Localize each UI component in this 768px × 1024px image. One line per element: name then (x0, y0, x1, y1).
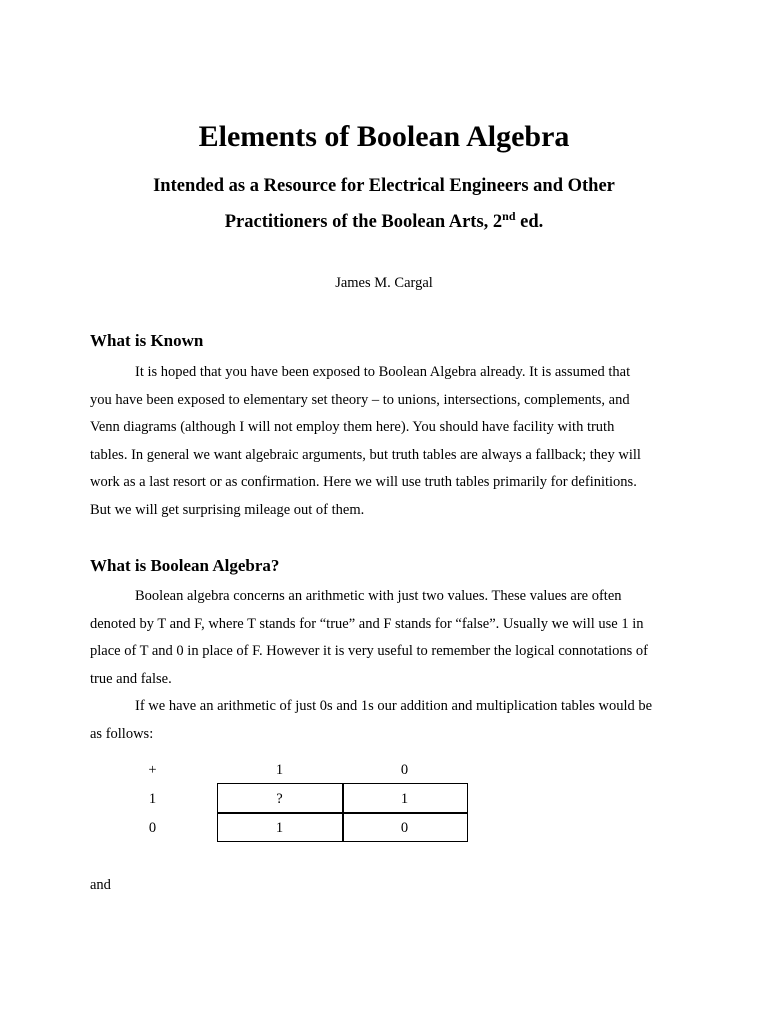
table-cell: 0 (400, 820, 409, 836)
paragraph-line: true and false. (90, 670, 172, 687)
document-title: Elements of Boolean Algebra (198, 120, 570, 153)
table-row-header: 1 (148, 791, 157, 807)
table-col-header: 1 (275, 762, 284, 778)
paragraph-line: you have been exposed to elementary set theory – to unions, intersections, complements, and (90, 391, 630, 408)
document-subtitle-line1: Intended as a Resource for Electrical Engineers and Other (153, 176, 615, 196)
paragraph-line: work as a last resort or as confirmation. Here we will use truth tables primarily for definitions. (90, 474, 637, 490)
paragraph-line: tables. In general we want algebraic arguments, but truth tables are always a fallback; they will (90, 446, 641, 463)
paragraph-line: as follows: (90, 725, 154, 742)
paragraph-line: It is hoped that you have been exposed to Boolean Algebra already. It is assumed that (135, 364, 631, 380)
paragraph-line: denoted by T and F, where T stands for “true” and F stands for “false”. Usually we will use 1 in (90, 615, 644, 632)
paragraph-line: If we have an arithmetic of just 0s and 1s our addition and multiplication tables would be (135, 698, 653, 714)
table-operator: + (148, 762, 157, 778)
table-col-header: 0 (400, 762, 409, 778)
table-cell: ? (276, 791, 283, 807)
trailing-text: and (90, 877, 111, 893)
table-cell: 1 (275, 820, 284, 836)
table-row-header: 0 (148, 820, 157, 836)
paragraph-line: Venn diagrams (although I will not employ them here). You should have facility with truth (90, 419, 615, 435)
paragraph-line: Boolean algebra concerns an arithmetic with just two values. These values are often (135, 588, 622, 604)
section-heading-what-is-known: What is Known (90, 331, 204, 350)
section-heading-what-is-boolean-algebra: What is Boolean Algebra? (90, 556, 280, 575)
document-subtitle-line2 (0, 209, 768, 233)
author-name: James M. Cargal (335, 275, 433, 291)
paragraph-line: place of T and 0 in place of F. However it is very useful to remember the logical connotations of (90, 643, 649, 659)
paragraph-line: But we will get surprising mileage out of them. (90, 501, 365, 518)
table-cell: 1 (400, 791, 409, 807)
subtitle-line2-text: Practitioners of the Boolean Arts, 2 (224, 212, 503, 232)
subtitle-line2-end: ed. (515, 212, 544, 232)
subtitle-superscript: nd (502, 209, 516, 223)
